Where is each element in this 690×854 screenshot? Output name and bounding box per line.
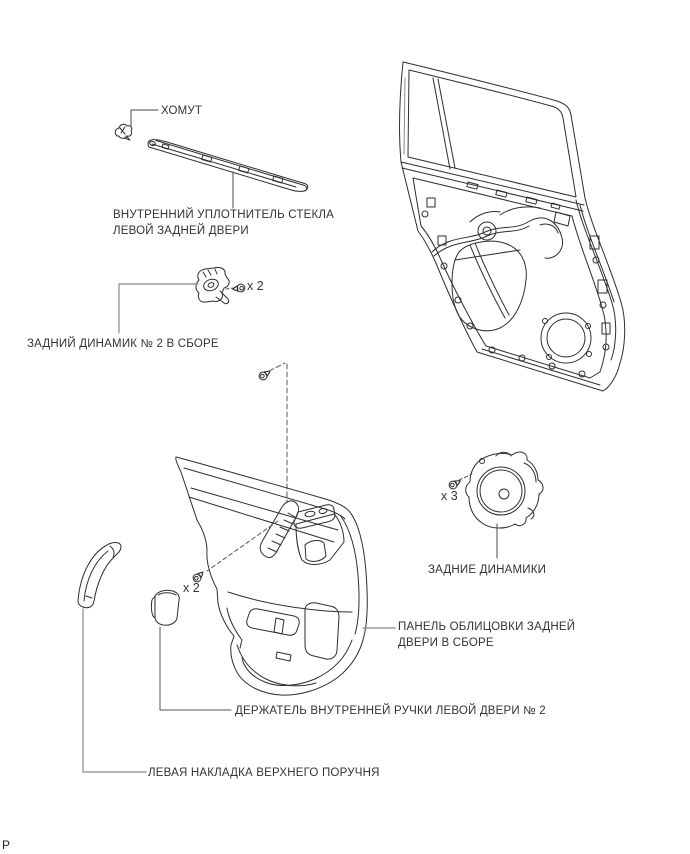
label-weatherstrip-line2: ЛЕВОЙ ЗАДНЕЙ ДВЕРИ [113, 225, 249, 237]
label-grab-handle-cover: ЛЕВАЯ НАКЛАДКА ВЕРХНЕГО ПОРУЧНЯ [148, 767, 380, 779]
screw-icon-tweeter [232, 284, 245, 293]
door-trim-panel-illustration [176, 457, 368, 695]
weatherstrip-illustration [148, 140, 308, 192]
leader-line-grab-handle [83, 609, 146, 772]
tweeter-speaker-illustration [196, 267, 229, 303]
leader-line-handle-holder [160, 627, 231, 710]
label-clamp: ХОМУТ [161, 105, 203, 117]
grab-handle-cover-illustration [78, 543, 121, 608]
label-door-trim-panel-line1: ПАНЕЛЬ ОБЛИЦОВКИ ЗАДНЕЙ [398, 621, 576, 633]
label-door-trim-panel-line2: ДВЕРИ В СБОРЕ [398, 637, 494, 649]
label-weatherstrip [113, 207, 334, 239]
rear-speaker-illustration [466, 452, 543, 528]
alignment-dash-trim-screw [207, 521, 278, 571]
door-frame-illustration [400, 62, 625, 391]
alignment-dash-panel-top [269, 363, 287, 502]
clamp-illustration [115, 124, 132, 140]
label-weatherstrip-line1: ВНУТРЕННИЙ УПЛОТНИТЕЛЬ СТЕКЛА [113, 209, 334, 221]
leader-line-rear-speaker-no2 [119, 284, 198, 333]
label-door-trim-panel [398, 619, 575, 651]
page-corner-mark: P [2, 838, 11, 852]
qty-rear-speakers: x 3 [441, 489, 458, 503]
qty-door-trim-panel: x 2 [183, 581, 200, 595]
handle-bezel-illustration [151, 590, 179, 625]
qty-rear-speaker-no2: x 2 [247, 279, 264, 293]
label-handle-holder: ДЕРЖАТЕЛЬ ВНУТРЕННЕЙ РУЧКИ ЛЕВОЙ ДВЕРИ № 2 [235, 705, 546, 717]
label-rear-speakers: ЗАДНИЕ ДИНАМИКИ [428, 564, 547, 576]
label-rear-speaker-no2: ЗАДНИЙ ДИНАМИК № 2 В СБОРЕ [27, 338, 219, 350]
leader-line-clamp [131, 110, 158, 126]
